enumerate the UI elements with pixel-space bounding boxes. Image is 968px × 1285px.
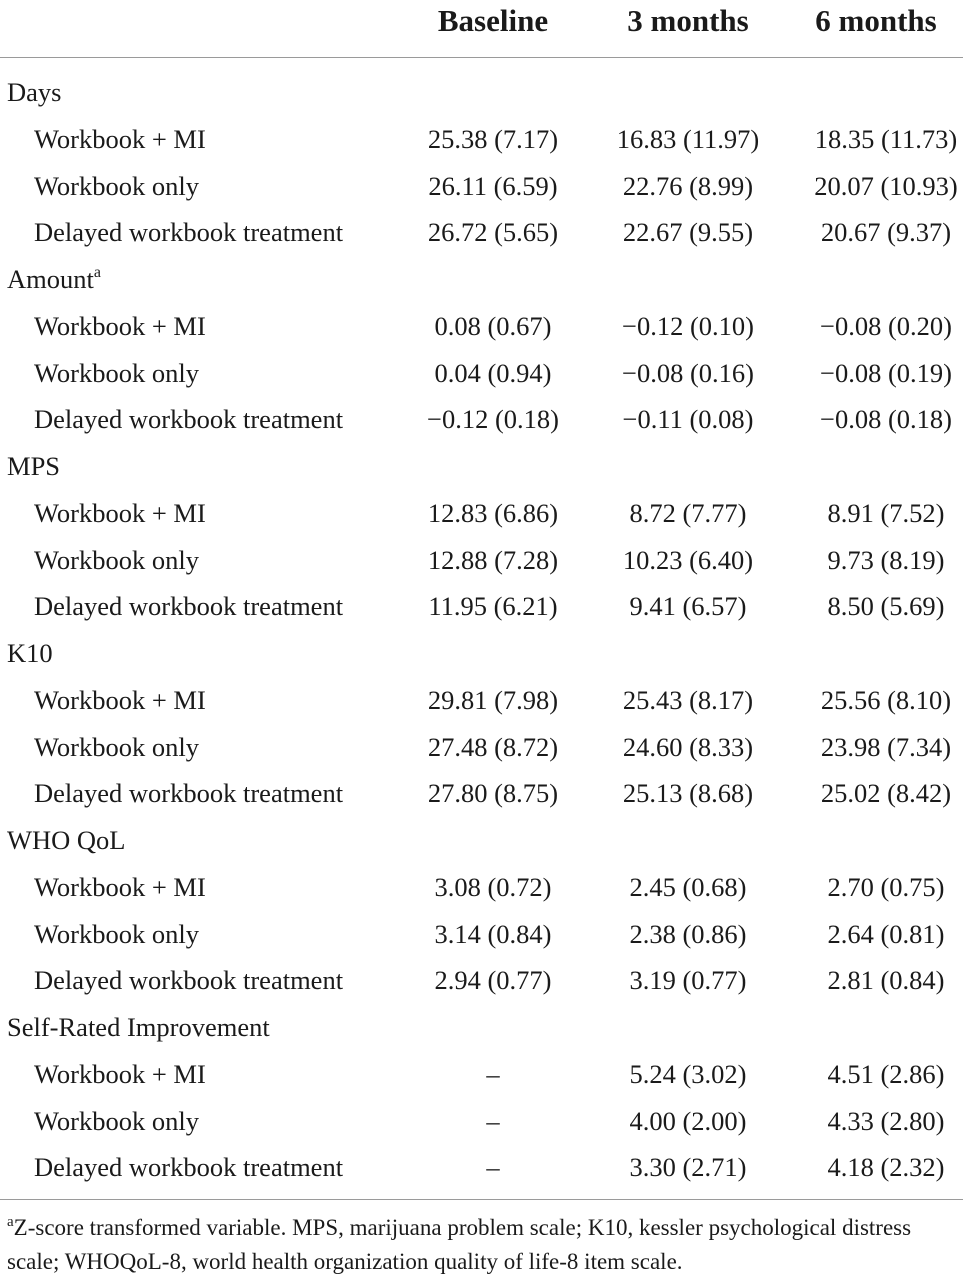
table-cell: 2.94 (0.77) <box>434 965 552 996</box>
table-row <box>0 303 968 349</box>
table-cell: −0.12 (0.10) <box>622 310 754 341</box>
table-cell: 4.18 (2.32) <box>827 1152 945 1183</box>
table-cell: 27.48 (8.72) <box>427 731 559 762</box>
table-cell: 4.51 (2.86) <box>827 1058 945 1089</box>
table-row <box>0 209 968 255</box>
row-label: Workbook + MI <box>34 497 206 528</box>
table-row <box>0 583 968 629</box>
table-cell: 27.80 (8.75) <box>427 778 559 809</box>
section-title-text: Days <box>7 77 62 107</box>
section-title <box>7 256 101 302</box>
table-cell: 20.67 (9.37) <box>820 217 952 248</box>
table-cell: 3.30 (2.71) <box>629 1152 747 1183</box>
table-row <box>0 396 968 442</box>
table-cell: 3.14 (0.84) <box>434 918 552 949</box>
table-cell: 0.08 (0.67) <box>434 310 552 341</box>
table-cell: 29.81 (7.98) <box>427 684 559 715</box>
section-row <box>0 256 968 302</box>
section-title <box>7 69 61 115</box>
row-label: Delayed workbook treatment <box>34 217 344 248</box>
section-title-text: MPS <box>7 451 61 481</box>
table-cell: 10.23 (6.40) <box>622 544 754 575</box>
table-cell: 2.81 (0.84) <box>827 965 945 996</box>
row-label: Workbook only <box>34 170 199 201</box>
table-row <box>0 1098 968 1144</box>
table-cell: 2.70 (0.75) <box>827 871 945 902</box>
table-cell: 25.43 (8.17) <box>622 684 754 715</box>
table-cell: 9.73 (8.19) <box>827 544 945 575</box>
row-label: Workbook + MI <box>34 123 206 154</box>
table-footnote <box>7 1211 965 1279</box>
row-label: Workbook only <box>34 357 199 388</box>
column-header-6-months: 6 months <box>815 3 937 38</box>
section-row <box>0 69 968 115</box>
row-label: Delayed workbook treatment <box>34 404 344 435</box>
section-row <box>0 817 968 863</box>
row-label: Delayed workbook treatment <box>34 591 344 622</box>
table-cell: 4.33 (2.80) <box>827 1105 945 1136</box>
table-cell: −0.12 (0.18) <box>427 404 559 435</box>
table-row <box>0 770 968 816</box>
table-cell: 2.45 (0.68) <box>629 871 747 902</box>
table-row <box>0 537 968 583</box>
table-row <box>0 911 968 957</box>
row-label: Workbook + MI <box>34 871 206 902</box>
row-label: Workbook only <box>34 731 199 762</box>
row-label: Delayed workbook treatment <box>34 965 344 996</box>
section-title-text: WHO QoL <box>7 825 126 855</box>
table-cell: 25.38 (7.17) <box>427 123 559 154</box>
section-row <box>0 1004 968 1050</box>
row-label: Delayed workbook treatment <box>34 1152 344 1183</box>
header-divider <box>0 57 963 58</box>
section-title-text: Self-Rated Improvement <box>7 1012 270 1042</box>
table-cell: 16.83 (11.97) <box>616 123 760 154</box>
table-cell: −0.08 (0.16) <box>622 357 754 388</box>
section-title-text: Amount <box>7 264 94 294</box>
table-row <box>0 1051 968 1097</box>
row-label: Delayed workbook treatment <box>34 778 344 809</box>
table-cell: 3.19 (0.77) <box>629 965 747 996</box>
section-title <box>7 1004 270 1050</box>
footer-divider <box>0 1199 963 1200</box>
footnote-text: Z-score transformed variable. MPS, marijuana problem scale; K10, kessler psychological distress scale; WHOQoL-8, world health organization quality of life-8 item scale. <box>7 1215 912 1274</box>
table-cell: – <box>486 1105 500 1136</box>
table-cell: 5.24 (3.02) <box>629 1058 747 1089</box>
table-cell: 2.64 (0.81) <box>827 918 945 949</box>
row-label: Workbook + MI <box>34 1058 206 1089</box>
table-cell: 12.88 (7.28) <box>427 544 559 575</box>
table-cell: 23.98 (7.34) <box>820 731 952 762</box>
table-cell: 8.50 (5.69) <box>827 591 945 622</box>
table-cell: 9.41 (6.57) <box>629 591 747 622</box>
column-header-3-months: 3 months <box>627 3 749 38</box>
table-cell: 3.08 (0.72) <box>434 871 552 902</box>
table-cell: 12.83 (6.86) <box>427 497 559 528</box>
row-label: Workbook only <box>34 1105 199 1136</box>
table-cell: 25.02 (8.42) <box>820 778 952 809</box>
table-row <box>0 677 968 723</box>
table-cell: 4.00 (2.00) <box>629 1105 747 1136</box>
table-row <box>0 1144 968 1190</box>
table-cell: 25.56 (8.10) <box>820 684 952 715</box>
table-cell: 20.07 (10.93) <box>814 170 958 201</box>
row-label: Workbook only <box>34 544 199 575</box>
row-label: Workbook + MI <box>34 310 206 341</box>
table-cell: 8.91 (7.52) <box>827 497 945 528</box>
section-title-text: K10 <box>7 638 53 668</box>
row-label: Workbook only <box>34 918 199 949</box>
table-cell: 22.67 (9.55) <box>622 217 754 248</box>
column-header-baseline: Baseline <box>437 3 549 38</box>
table-cell: – <box>486 1058 500 1089</box>
table-row <box>0 864 968 910</box>
footnote-marker: a <box>7 1214 14 1230</box>
table-cell: – <box>486 1152 500 1183</box>
table-row <box>0 957 968 1003</box>
table-row <box>0 490 968 536</box>
table-row <box>0 163 968 209</box>
table-row <box>0 116 968 162</box>
section-row <box>0 630 968 676</box>
row-label: Workbook + MI <box>34 684 206 715</box>
section-title <box>7 443 60 489</box>
table-header-row <box>0 0 968 46</box>
table-cell: 11.95 (6.21) <box>428 591 558 622</box>
table-cell: 8.72 (7.77) <box>629 497 747 528</box>
table-cell: −0.11 (0.08) <box>622 404 754 435</box>
table-cell: 26.11 (6.59) <box>428 170 558 201</box>
footnote-marker: a <box>93 264 101 281</box>
section-title <box>7 630 53 676</box>
table-row <box>0 724 968 770</box>
table-cell: 22.76 (8.99) <box>622 170 754 201</box>
table-cell: 2.38 (0.86) <box>629 918 747 949</box>
table-cell: −0.08 (0.18) <box>820 404 952 435</box>
table-cell: −0.08 (0.20) <box>820 310 952 341</box>
table-cell: 18.35 (11.73) <box>814 123 958 154</box>
table-cell: 0.04 (0.94) <box>434 357 552 388</box>
table-cell: 24.60 (8.33) <box>622 731 754 762</box>
table-row <box>0 350 968 396</box>
section-row <box>0 443 968 489</box>
table-cell: 26.72 (5.65) <box>427 217 559 248</box>
section-title <box>7 817 126 863</box>
table-cell: −0.08 (0.19) <box>820 357 952 388</box>
table-cell: 25.13 (8.68) <box>622 778 754 809</box>
